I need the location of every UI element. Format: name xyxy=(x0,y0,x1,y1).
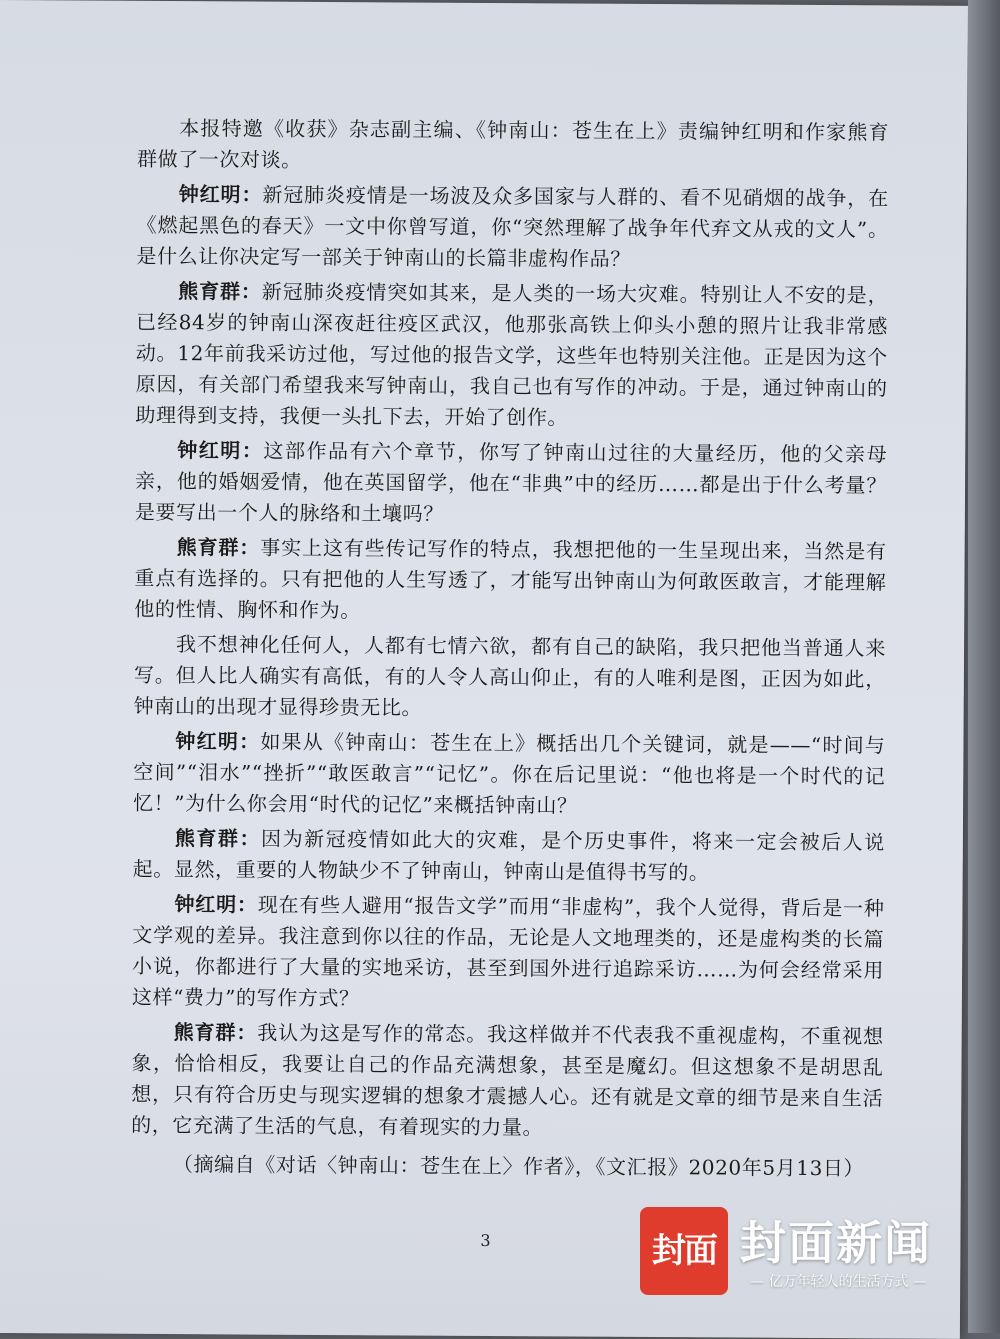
dialogue-paragraph xyxy=(133,726,886,824)
watermark-brand-name: 封面新闻 xyxy=(740,1207,932,1273)
intro-paragraph: 本报特邀《收获》杂志副主编、《钟南山：苍生在上》责编钟红明和作家熊育群做了一次对谈。 xyxy=(137,113,889,180)
dialogue-paragraph xyxy=(132,889,885,1018)
speaker-label: 钟红明： xyxy=(174,892,257,917)
speaker-label: 钟红明： xyxy=(177,438,263,463)
watermark-logo-icon: 封面 xyxy=(640,1207,728,1295)
dialogue-paragraph xyxy=(134,532,887,630)
dialogue-paragraph xyxy=(134,629,887,727)
watermark xyxy=(640,1207,950,1299)
watermark-slogan: — 亿万年轻人的生活方式 — xyxy=(750,1271,927,1291)
dialogue-paragraph xyxy=(135,276,888,436)
dialogue-text: 如果从《钟南山：苍生在上》概括出几个关键词，就是——“时间与空间”“泪水”“挫折”“敢医敢言”“记忆”。你在后记里说：“他也将是一个时代的记忆！”为什么你会用“时代的记忆”来概括钟南山？ xyxy=(133,730,886,818)
dialogue-text: 我不想神化任何人，人都有七情六欲，都有自己的缺陷，我只把他当普通人来写。但人比人确实有高低，有的人令人高山仰止，有的人唯利是图，正因为如此，钟南山的出现才显得珍贵无比。 xyxy=(134,632,887,720)
page-number: 3 xyxy=(480,1231,490,1250)
dialogue-paragraph xyxy=(135,435,888,533)
speaker-label: 钟红明： xyxy=(179,182,263,207)
source-citation: （摘编自《对话〈钟南山：苍生在上〉作者》，《文汇报》2020年5月13日） xyxy=(131,1149,883,1185)
dialogue-text: 因为新冠疫情如此大的灾难，是个历史事件，将来一定会被后人说起。显然，重要的人物缺少不了钟南山，钟南山是值得书写的。 xyxy=(133,827,885,885)
dialogue-text: 新冠肺炎疫情突如其来，是人类的一场大灾难。特别让人不安的是，已经84岁的钟南山深夜赶往疫区武汉，他那张高铁上仰头小憩的照片让我非常感动。12年前我采访过他，写过他的报告文学，这些年也特别关注他。正是因为这个原因，有关部门希望我来写钟南山，我自己也有写作的冲动。于是，通过钟南山的助理得到支持，我便一头扎下去，开始了创作。 xyxy=(135,280,888,430)
dialogue-text: 这部作品有六个章节，你写了钟南山过往的大量经历，他的父亲母亲，他的婚姻爱情，他在英国留学，他在“非典”中的经历……都是出于什么考量？是要写出一个人的脉络和土壤吗？ xyxy=(135,439,888,526)
speaker-label: 熊育群： xyxy=(175,826,261,851)
speaker-label: 钟红明： xyxy=(175,729,260,754)
dialogue-paragraph xyxy=(136,179,889,277)
article-body xyxy=(131,113,890,1185)
speaker-label: 熊育群： xyxy=(177,535,261,560)
dialogue-text: 我认为这是写作的常态。我这样做并不代表我不重视虚构，不重视想象，恰恰相反，我要让自己的作品充满想象，甚至是魔幻。但这想象不是胡思乱想，只有符合历史与现实逻辑的想象才震撼人心。还有就是文章的细节是来自生活的，它充满了生活的气息，有着现实的力量。 xyxy=(131,1021,884,1140)
dialogue-text: 现在有些人避用“报告文学”而用“非虚构”，我个人觉得，背后是一种文学观的差异。我注意到你以往的作品，无论是人文地理类的，还是虚构类的长篇小说，你都进行了大量的实地采访，甚至到国外进行追踪采访……为何会经常采用这样“费力”的写作方式？ xyxy=(132,893,885,1011)
dialogue-paragraph xyxy=(133,823,885,890)
speaker-label: 熊育群： xyxy=(174,1020,258,1045)
dialogue-text: 新冠肺炎疫情是一场波及众多国家与人群的、看不见硝烟的战争，在《燃起黑色的春天》一文中你曾写道，你“突然理解了战争年代弃文从戎的文人”。是什么让你决定写一部关于钟南山的长篇非虚构作品？ xyxy=(136,183,889,271)
background-edge xyxy=(968,0,1000,1333)
speaker-label: 熊育群： xyxy=(178,279,262,304)
dialogue-text: 事实上这有些传记写作的特点，我想把他的一生呈现出来，当然是有重点有选择的。只有把他的人生写透了，才能写出钟南山为何敢医敢言，才能理解他的性情、胸怀和作为。 xyxy=(134,536,887,623)
dialogue-paragraph xyxy=(131,1017,884,1146)
